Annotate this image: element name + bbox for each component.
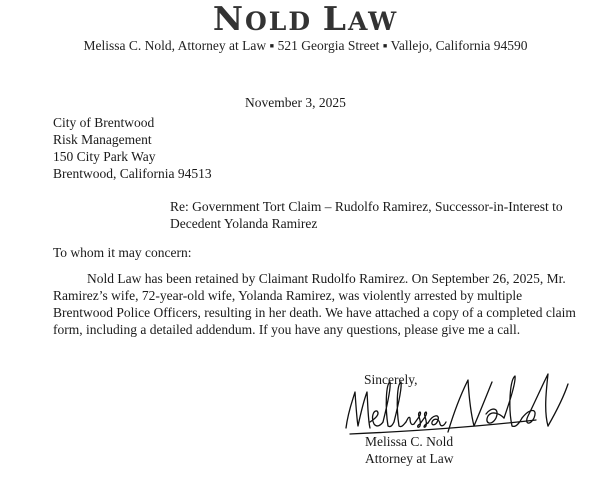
salutation: To whom it may concern: bbox=[53, 245, 192, 260]
letter-date: November 3, 2025 bbox=[245, 95, 346, 110]
subject-line-1: Re: Government Tort Claim – Rudolfo Ramirez, Successor-in-Interest to bbox=[170, 199, 563, 214]
body-line: Ramirez’s wife, 72-year-old wife, Yolanda Ramirez, was violently arrested by multiple bbox=[53, 288, 523, 303]
letter-body-paragraph bbox=[53, 270, 576, 338]
firm-name-initial-l: L bbox=[322, 0, 348, 38]
recipient-line: 150 City Park Way bbox=[53, 149, 156, 164]
firm-name-part-old: OLD bbox=[244, 7, 323, 36]
firm-name-part-aw: AW bbox=[347, 7, 399, 36]
recipient-line: Brentwood, California 94513 bbox=[53, 166, 212, 181]
handwritten-signature bbox=[336, 362, 576, 442]
body-line: Brentwood Police Officers, resulting in her death. We have attached a copy of a completed claim bbox=[53, 305, 576, 320]
signer-title: Attorney at Law bbox=[365, 451, 454, 466]
recipient-line: Risk Management bbox=[53, 132, 152, 147]
subject-line bbox=[170, 198, 563, 232]
subject-line-2: Decedent Yolanda Ramirez bbox=[170, 216, 318, 231]
body-line: form, including a detailed addendum. If you have any questions, please give me a call. bbox=[53, 322, 521, 337]
closing: Sincerely, bbox=[364, 372, 418, 387]
signer-name: Melissa C. Nold bbox=[365, 434, 454, 449]
firm-name-initial-n: N bbox=[212, 0, 245, 38]
letterhead-firm-name bbox=[0, 2, 611, 39]
recipient-line: City of Brentwood bbox=[53, 115, 155, 130]
letterhead-address: Melissa C. Nold, Attorney at Law ▪ 521 Georgia Street ▪ Vallejo, California 94590 bbox=[83, 38, 528, 53]
signature-block bbox=[365, 433, 453, 467]
recipient-address-block bbox=[53, 114, 212, 182]
body-line: Nold Law has been retained by Claimant Rudolfo Ramirez. On September 26, 2025, Mr. bbox=[87, 271, 566, 286]
